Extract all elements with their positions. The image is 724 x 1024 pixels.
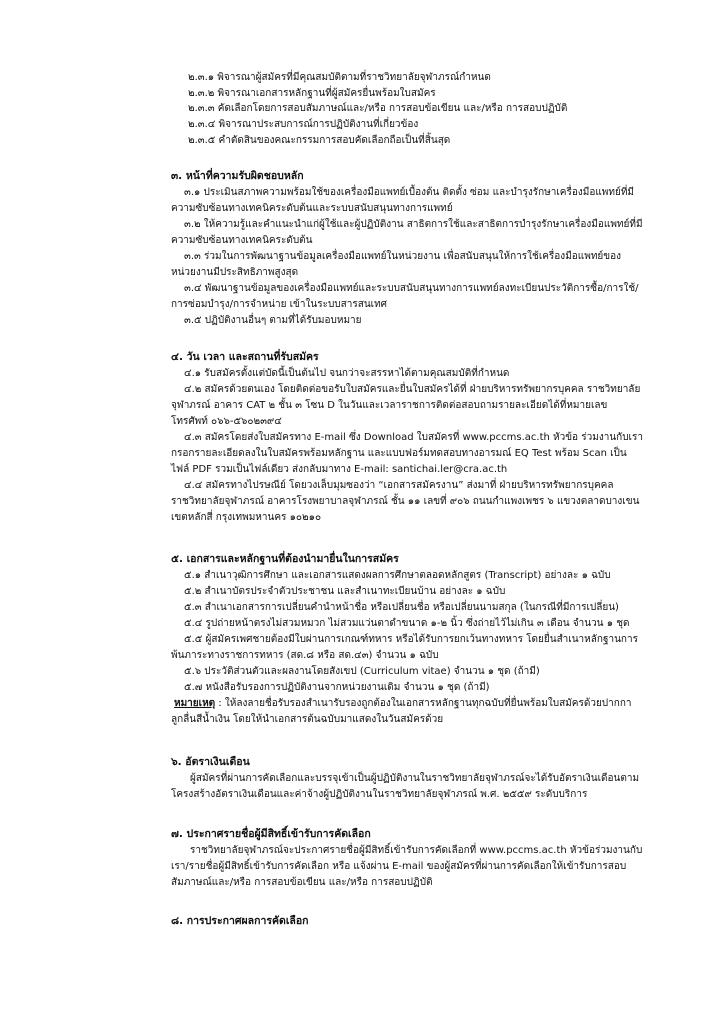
section5-line: ๕.๑ สำเนาวุฒิการศึกษา และเอกสารแสดงผลการศึกษาตลอดหลักสูตร (Transcript) อย่างละ ๑ ฉบับ	[184, 570, 611, 581]
section4-line: ๔.๓ สมัครโดยส่งใบสมัครทาง E-mail ซึ่ง Download ใบสมัครที่ www.pccms.ac.th หัวข้อ ร่วมงานกับเรา	[184, 432, 643, 443]
section4-line: ไฟล์ PDF รวมเป็นไฟล์เดียว ส่งกลับมาทาง E-mail: santichai.ler@cra.ac.th	[171, 464, 508, 475]
section5-line: ๕.๕ ผู้สมัครเพศชายต้องมีใบผ่านการเกณฑ์ทหาร หรือได้รับการยกเว้นทางทหาร โดยยื่นสำเนาหลักฐานการ	[184, 634, 638, 645]
section6-line: ผู้สมัครที่ผ่านการคัดเลือกและบรรจุเข้าเป็นผู้ปฏิบัติงานในราชวิทยาลัยจุฬาภรณ์จะได้รับอัตราเงินเดือนตาม	[190, 773, 640, 784]
section8-heading: ๘. การประกาศผลการคัดเลือก	[171, 915, 309, 927]
section5-line: ๕.๗ หนังสือรับรองการปฏิบัติงานจากหน่วยงานเดิม จำนวน ๑ ชุด (ถ้ามี)	[184, 682, 490, 693]
note-text: : ให้ลงลายชื่อรับรองสำเนารับรองถูกต้องในเอกสารหลักฐานทุกฉบับที่ยื่นพร้อมใบสมัครด้วยปากกา	[215, 698, 632, 709]
section4-line: ราชวิทยาลัยจุฬาภรณ์ อาคารโรงพยาบาลจุฬาภรณ์ ชั้น ๑๑ เลขที่ ๙๐๖ ถนนกำแพงเพชร ๖ แขวงตลาดบางเขน	[171, 496, 640, 507]
section7-line: ราชวิทยาลัยจุฬาภรณ์จะประกาศรายชื่อผู้มีสิทธิ์เข้ารับการคัดเลือกที่ www.pccms.ac.th หัวข้อร่วมงานกับ	[190, 845, 643, 856]
section5-line: ๕.๖ ประวัติส่วนตัวและผลงานโดยสังเขป (Curriculum vitae) จำนวน ๑ ชุด (ถ้ามี)	[184, 666, 540, 677]
section4-line: โทรศัพท์ ๐๖๖-๕๖๐๒๓๙๔	[171, 416, 282, 427]
section3-line: ๓.๕ ปฏิบัติงานอื่นๆ ตามที่ได้รับมอบหมาย	[184, 315, 362, 326]
section3-line: หน่วยงานมีประสิทธิภาพสูงสุด	[171, 267, 299, 278]
section2-item: ๒.๓.๒ พิจารณาเอกสารหลักฐานที่ผู้สมัครยื่นพร้อมใบสมัคร	[188, 88, 436, 99]
section2-item: ๒.๓.๔ พิจารณาประสบการณ์การปฏิบัติงานที่เกี่ยวข้อง	[188, 119, 419, 130]
section4-heading: ๔. วัน เวลา และสถานที่รับสมัคร	[171, 351, 319, 363]
section5-heading: ๕. เอกสารและหลักฐานที่ต้องนำมายื่นในการสมัคร	[171, 553, 399, 565]
section4-line: ๔.๒ สมัครด้วยตนเอง โดยติดต่อขอรับใบสมัครและยื่นใบสมัครได้ที่ ฝ่ายบริหารทรัพยากรบุคคล ราชวิทยาลัย	[184, 384, 641, 395]
section3-line: ๓.๔ พัฒนาฐานข้อมูลของเครื่องมือแพทย์และระบบสนับสนุนทางการแพทย์ลงทะเบียนประวัติการซื้อ/การใช้/	[184, 283, 639, 294]
section5-line: ๕.๒ สำเนาบัตรประจำตัวประชาชน และสำเนาทะเบียนบ้าน อย่างละ ๑ ฉบับ	[184, 586, 506, 597]
section2-item: ๒.๓.๑ พิจารณาผู้สมัครที่มีคุณสมบัติตามที่ราชวิทยาลัยจุฬาภรณ์กำหนด	[188, 72, 491, 83]
section5-line: ๕.๓ สำเนาเอกสารการเปลี่ยนคำนำหน้าชื่อ หรือเปลี่ยนชื่อ หรือเปลี่ยนนามสกุล (ในกรณีที่มีการเปลี่ยน)	[184, 602, 619, 613]
section3-line: ความซับซ้อนทางเทคนิคระดับต้นและระบบสนับสนุนทางการแพทย์	[171, 203, 453, 214]
section3-line: ๓.๓ ร่วมในการพัฒนาฐานข้อมูลเครื่องมือแพทย์ในหน่วยงาน เพื่อสนับสนุนให้การใช้เครื่องมือแพทย์ของ	[184, 251, 622, 262]
section7-line: เรา/รายชื่อผู้มีสิทธิ์เข้ารับการคัดเลือก หรือ แจ้งผ่าน E-mail ของผู้สมัครที่ผ่านการคัดเลือกให้เข้ารับการสอบ	[171, 861, 627, 872]
section2-item: ๒.๓.๕ คำตัดสินของคณะกรรมการสอบคัดเลือกถือเป็นที่สิ้นสุด	[188, 135, 451, 146]
section5-note	[174, 697, 632, 711]
section7-heading: ๗. ประกาศรายชื่อผู้มีสิทธิ์เข้ารับการคัดเลือก	[171, 828, 371, 840]
section5-note-line2: ลูกลื่นสีน้ำเงิน โดยให้นำเอกสารต้นฉบับมาแสดงในวันสมัครด้วย	[171, 714, 444, 725]
section3-line: ความซับซ้อนทางเทคนิคระดับต้น	[171, 235, 313, 246]
section3-heading: ๓. หน้าที่ความรับผิดชอบหลัก	[171, 170, 304, 182]
section2-item: ๒.๓.๓ คัดเลือกโดยการสอบสัมภาษณ์และ/หรือ การสอบข้อเขียน และ/หรือ การสอบปฏิบัติ	[188, 103, 568, 114]
section5-line: พ้นภาระทางราชการทหาร (สด.๘ หรือ สด.๔๓) จำนวน ๑ ฉบับ	[171, 650, 439, 661]
section5-line: ๕.๔ รูปถ่ายหน้าตรงไม่สวมหมวก ไม่สวมแว่นตาดำขนาด ๑-๒ นิ้ว ซึ่งถ่ายไว้ไม่เกิน ๓ เดือน จำนวน ๑ ชุด	[184, 618, 630, 629]
section4-line: กรอกรายละเอียดลงในใบสมัครพร้อมหลักฐาน และแบบฟอร์มทดสอบทางอารมณ์ EQ Test พร้อม Scan เป็น	[171, 448, 627, 459]
section6-heading: ๖. อัตราเงินเดือน	[171, 756, 250, 768]
section3-line: ๓.๒ ให้ความรู้และคำแนะนำแก่ผู้ใช้และผู้ปฏิบัติงาน สาธิตการใช้และสาธิตการบำรุงรักษาเครื่องมือแพทย์ที่มี	[184, 219, 643, 230]
section4-line: ๔.๑ รับสมัครตั้งแต่บัดนี้เป็นต้นไป จนกว่าจะสรรหาได้ตามคุณสมบัติที่กำหนด	[184, 368, 510, 379]
section3-line: ๓.๑ ประเมินสภาพความพร้อมใช้ของเครื่องมือแพทย์เบื้องต้น ติดตั้ง ซ่อม และบำรุงรักษาเครื่องมือแพทย์ที่มี	[184, 187, 634, 198]
note-label: หมายเหตุ	[174, 698, 216, 709]
section4-line: จุฬาภรณ์ อาคาร CAT ๒ ชั้น ๓ โซน D ในวันและเวลาราชการติดต่อสอบถามรายละเอียดได้ที่หมายเลข	[171, 400, 608, 411]
section4-line: เขตหลักสี่ กรุงเทพมหานคร ๑๐๒๑๐	[171, 512, 322, 523]
section3-line: การซ่อมบำรุง/การจำหน่าย เข้าในระบบสารสนเทศ	[171, 299, 388, 310]
section6-line: โครงสร้างอัตราเงินเดือนและค่าจ้างผู้ปฏิบัติงานในราชวิทยาลัยจุฬาภรณ์ พ.ศ. ๒๕๕๙ ระดับบริการ	[171, 789, 588, 800]
section4-line: ๔.๔ สมัครทางไปรษณีย์ โดยวงเล็บมุมซองว่า “เอกสารสมัครงาน” ส่งมาที่ ฝ่ายบริหารทรัพยากรบุคคล	[184, 480, 614, 491]
section7-line: สัมภาษณ์และ/หรือ การสอบข้อเขียน และ/หรือ การสอบปฏิบัติ	[171, 877, 433, 888]
